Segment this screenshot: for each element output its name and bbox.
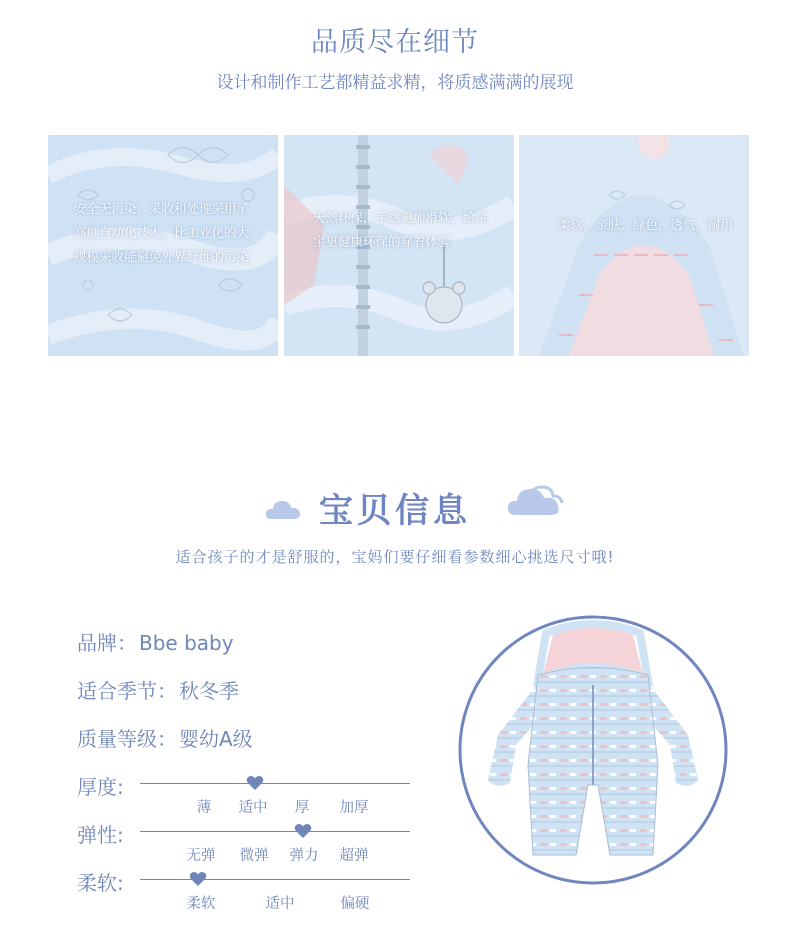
- season-label: 适合季节：: [77, 679, 177, 703]
- photo-caption-1: 安全无污染，采收和处理采用了高度自动化技术，比工业化的大规模采收能避免外界纤维的污染: [74, 201, 250, 264]
- fabric-photo-1: [48, 135, 278, 356]
- info-subtitle: 适合孩子的才是舒服的，宝妈们要仔细看参数细心挑选尺寸哦!: [175, 548, 615, 566]
- fabric-photo-2: [284, 135, 514, 356]
- grade-row: [77, 723, 253, 752]
- season-value: 秋冬季: [179, 679, 239, 703]
- photo-caption-2: 天然环保，手感更加滑软，给宝宝更健康环保的穿着体验: [313, 210, 489, 249]
- cloud-icon-right: [506, 483, 564, 519]
- thickness-option: 薄: [196, 800, 212, 816]
- thickness-option: 厚: [294, 800, 310, 816]
- photo-caption-3: 柔软，亲肤，绿色，透气，耐用: [558, 217, 734, 232]
- elasticity-option: 超弹: [339, 848, 369, 864]
- thickness-option: 适中: [238, 800, 268, 816]
- quality-title: 品质尽在细节: [311, 27, 479, 58]
- brand-row: [77, 627, 234, 656]
- thickness-scale-line: [140, 783, 410, 784]
- brand-label: 品牌：: [77, 631, 137, 655]
- softness-option: 柔软: [186, 896, 216, 912]
- elasticity-option: 微弹: [239, 848, 269, 864]
- softness-option: 适中: [265, 896, 295, 912]
- season-row: [77, 675, 239, 704]
- thickness-label: 厚度:: [77, 775, 124, 799]
- softness-heart-icon: [189, 871, 207, 887]
- softness-option: 偏硬: [340, 896, 370, 912]
- elasticity-label: 弹性:: [77, 823, 124, 847]
- elasticity-scale-line: [140, 831, 410, 832]
- elasticity-heart-icon: [294, 823, 312, 839]
- fabric-photo-3: [519, 135, 749, 356]
- info-title: 宝贝信息: [319, 491, 471, 531]
- elasticity-option: 无弹: [186, 848, 216, 864]
- thickness-option: 加厚: [339, 800, 369, 816]
- softness-label: 柔软:: [77, 871, 124, 895]
- quality-subtitle: 设计和制作工艺都精益求精，将质感满满的展现: [216, 73, 574, 93]
- softness-scale-line: [140, 879, 410, 880]
- brand-value: Bbe baby: [139, 631, 234, 655]
- elasticity-option: 弹力: [289, 848, 319, 864]
- hood-detail-image: [519, 135, 749, 356]
- product-jumpsuit-image: [458, 615, 728, 885]
- grade-label: 质量等级：: [77, 727, 177, 751]
- grade-value: 婴幼A级: [179, 727, 253, 751]
- thickness-heart-icon: [246, 775, 264, 791]
